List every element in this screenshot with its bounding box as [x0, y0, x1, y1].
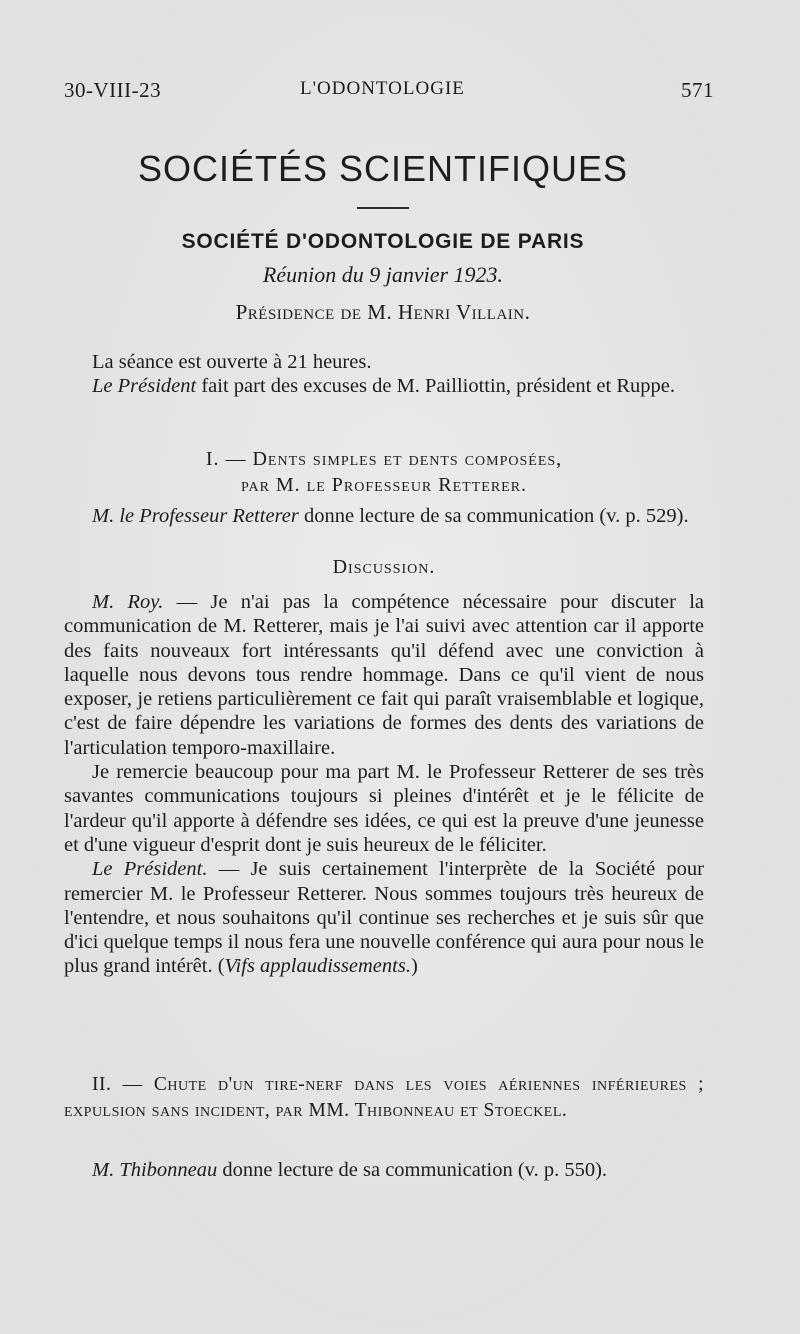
section-1-author: par M. le Professeur Retterer.	[240, 474, 528, 496]
communication-1-text: donne lecture de sa communication (v. p. 529).	[298, 505, 689, 527]
president-label: Le Président	[92, 375, 197, 398]
section-1-title: I. — Dents simples et dents composées,	[205, 448, 563, 470]
communication-1-block	[64, 504, 704, 528]
section-1-heading	[64, 446, 704, 498]
title-divider	[357, 207, 409, 209]
roy-speaker: M. Roy.	[92, 591, 164, 613]
president-reply-speaker: Le Président.	[92, 858, 208, 881]
section-2-title: II. — Chute d'un tire-nerf dans les voies aériennes inférieures ; expulsion sans incident, par MM. Thibonneau et Stoeckel.	[64, 1074, 704, 1121]
communication-1-speaker: M. le Professeur Retterer	[92, 505, 299, 527]
communication-2-paragraph	[64, 1158, 704, 1182]
discussion-block	[64, 590, 704, 979]
running-header	[64, 78, 714, 108]
journal-title: L'ODONTOLOGIE	[300, 78, 465, 99]
section-2-heading	[64, 1072, 704, 1124]
applause-note: Vifs applaudissements.	[224, 955, 411, 978]
communication-2-text: donne lecture de sa communication (v. p. 550).	[217, 1159, 608, 1181]
roy-paragraph-2: Je remercie beaucoup pour ma part M. le Professeur Retterer de ses très savantes communications toujours si pleines d'intérêt et je le félicite de l'ardeur qu'il apporte à défendre ses idées, ce qui est la preuve d'une jeunesse et d'une vigueur d'esprit dont je suis heureux de le féliciter.	[64, 761, 704, 856]
meeting-date: Réunion du 9 janvier 1923.	[262, 262, 504, 287]
opening-line: La séance est ouverte à 21 heures.	[92, 351, 372, 373]
roy-text: — Je n'ai pas la compétence nécessaire pour discuter la communication de M. Retterer, mais je l'ai suivi avec attention car il apporte des faits nouveaux fort intéressants qu'il défend avec une conviction à laquelle nous devons tous rendre hommage. Dans ce qu'il vient de nous exposer, je retiens particulièrement ce fait qui paraît vraisemblable et logique, c'est de faire dépendre les variations de formes des dents des variations de l'articulation temporo-maxillaire.	[64, 591, 704, 759]
page-number: 571	[681, 78, 714, 102]
page-title: SOCIÉTÉS SCIENTIFIQUES	[137, 148, 629, 189]
discussion-heading: Discussion.	[332, 556, 436, 578]
issue-date: 30-VIII-23	[64, 78, 162, 102]
president-reply-paragraph	[64, 857, 704, 978]
president-reply-text: — Je suis certainement l'interprète de la Société pour remercier M. le Professeur Retterer. Nous sommes toujours très heureux de l'entendre, et nous souhaitons qu'il continue ses recherches et je suis sûr que d'ici quelque temps il nous fera une nouvelle conférence qui aura pour nous le plus grand intérêt. (	[64, 858, 704, 978]
opening-block	[64, 350, 704, 399]
communication-1-paragraph	[64, 504, 704, 528]
excuses-text: fait part des excuses de M. Pailliottin, président et Ruppe.	[196, 375, 676, 398]
presidency-line: Présidence de M. Henri Villain.	[235, 300, 531, 324]
communication-2-speaker: M. Thibonneau	[92, 1159, 218, 1181]
communication-2-block	[64, 1158, 704, 1182]
applause-close: )	[410, 955, 418, 978]
excuses-paragraph	[64, 374, 704, 398]
roy-paragraph	[64, 590, 704, 760]
society-name: SOCIÉTÉ D'ODONTOLOGIE DE PARIS	[181, 230, 585, 253]
